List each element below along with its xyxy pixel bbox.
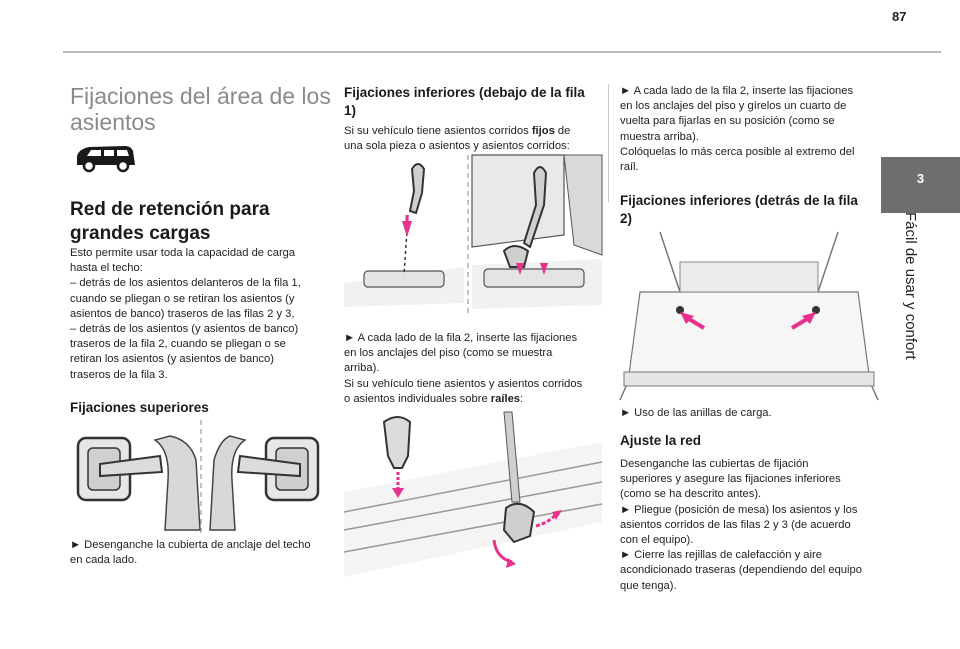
intro-fixed-seats [344,124,604,154]
section-title-adjust: Ajuste la red [620,433,702,448]
intro-fixed-after: de una sola pieza o asientos y asientos corridos: [344,125,571,153]
chapter-tab-number: 3 [916,171,925,186]
caption-upper-anchors: ► Desenganche la cubierta de anclaje del techo en cada lado. [70,539,311,567]
cargo-ring-illustration [620,232,878,400]
caption-fixed-b: : [520,392,524,405]
top-rule [63,51,941,53]
page-number: 87 [892,9,907,24]
caption-fixed-seats [344,331,604,407]
column-separator [608,84,609,202]
intro-fixed-bold: fijos [531,125,555,137]
adjust-body: Desenganche las cubiertas de fijación superiores y asegure las fijaciones inferiores (como se ha descrito antes). ► Pliegue (posición de mesa) los asientos y los asientos corridos de las filas 2 y 3 (de acuerdo con el equipo). ► Cierre las rejillas de calefacción y aire acondicionado traseras (dependiendo del equipo que tenga). [620,458,862,592]
subheading-upper-anchors: Fijaciones superiores [70,400,209,415]
anchor-cover-illustration [70,420,332,535]
subheading-lower-anchors-row2: Fijaciones inferiores (detrás de la fila 2) [620,193,858,226]
floor-anchor-illustration [344,155,602,315]
van-icon [73,143,139,175]
caption-fixed-bold: raíles [490,392,521,405]
rail-anchor-illustration [344,412,602,582]
caption-fixed-a: ► A cada lado de la fila 2, inserte las fijaciones en los anclajes del piso (como se muestra arriba). Si su vehículo tiene asientos y asientos corridos o asientos individuales sobre [344,332,583,405]
chapter-title: Fácil de usar y confort [902,212,919,360]
page-heading: Fijaciones del área de los asientos [70,83,331,135]
rail-instructions: ► A cada lado de la fila 2, inserte las fijaciones en los anclajes del piso y gírelos un cuarto de vuelta para fijarlas en su posición (como se muestra arriba). Colóquelas lo más cerca posible al extremo del raíl. [620,85,855,174]
intro-text: Esto permite usar toda la capacidad de carga hasta el techo: – detrás de los asientos delanteros de la fila 1, cuando se pliegan o se retiran los asientos (y asientos de banco) traseros de las filas 2 y 3, – detrás de los asientos (y asientos de banco) traseros de la fila 2, cuando se pliegan o se retiran los asientos (y asientos de banco) traseros de la fila 3. [70,247,301,381]
chapter-tab[interactable] [881,157,960,213]
section-title-net: Red de retención para grandes cargas [70,199,270,244]
intro-fixed-before: Si su vehículo tiene asientos corridos [344,125,532,137]
subheading-lower-anchors-row1: Fijaciones inferiores (debajo de la fila 1) [344,85,585,118]
caption-cargo-rings: ► Uso de las anillas de carga. [620,407,772,419]
